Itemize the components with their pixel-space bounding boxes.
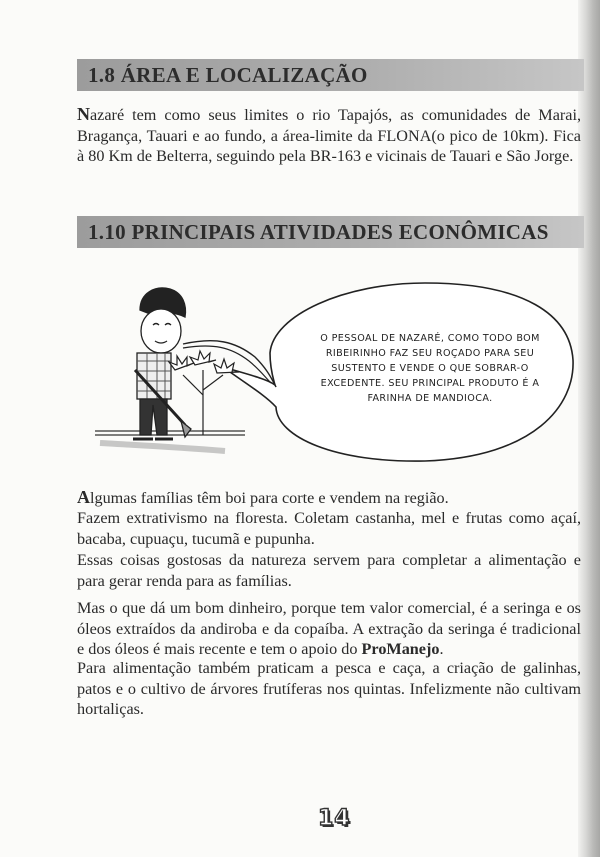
dropcap: N [77,104,90,124]
section-heading-area-localizacao [77,59,584,91]
paragraph-text: lgumas famílias têm boi para corte e vendem na região. [90,489,449,507]
ground [95,431,245,451]
page-number: 14 [318,806,351,831]
paragraph-text: azaré tem como seus limites o rio Tapajós, as comunidades de Marai, Bragança, Tauari e ao fundo, a área-limite da FLONA(o pico de 10km). Fica à 80 Km de Belterra, seguindo pela BR-163 e vicinais de Tauari e São Jorge. [77,106,581,165]
speech-bubble-text: O PESSOAL DE NAZARÉ, COMO TODO BOM RIBEIRINHO FAZ SEU ROÇADO PARA SEU SUSTENTO E VENDE O QUE SOBRAR-O EXCEDENTE. SEU PRINCIPAL PRODUTO É A FARINHA DE MANDIOCA. [320,333,540,404]
paragraph-text: Mas o que dá um bom dinheiro, porque tem valor comercial, é a seringa e os óleos extraídos da andiroba e da copaíba. A extração da seringa é tradicional e dos óleos é mais recente e tem o apoio do [77,599,581,658]
cassava-plant-icon [169,351,239,435]
heading-text: 1.8 ÁREA E LOCALIZAÇÃO [88,63,368,87]
paragraph-cattle [77,487,581,509]
dropcap: A [77,487,90,507]
paragraph-end: . [439,640,444,658]
paragraph-nazare-location [77,104,581,167]
paragraph-natural-goods: Essas coisas gostosas da natureza servem para completar a alimentação e para gerar renda para as famílias. [77,551,581,590]
section-heading-atividades-economicas [77,216,584,248]
paragraph-extractivism: Fazem extrativismo na floresta. Coletam castanha, mel e frutas como açaí, bacaba, cupuaçu, tucumã e pupunha. [77,509,581,548]
heading-text: 1.10 PRINCIPAIS ATIVIDADES ECONÔMICAS [88,220,549,244]
promanejo-bold: ProManejo [361,640,440,658]
paragraph-rubber-oils [77,598,581,660]
paragraph-food-production: Para alimentação também praticam a pesca e caça, a criação de galinhas, patos e o cultivo de árvores frutíferas nos quintas. Infelizmente não cultivam hortaliças. [77,659,581,718]
